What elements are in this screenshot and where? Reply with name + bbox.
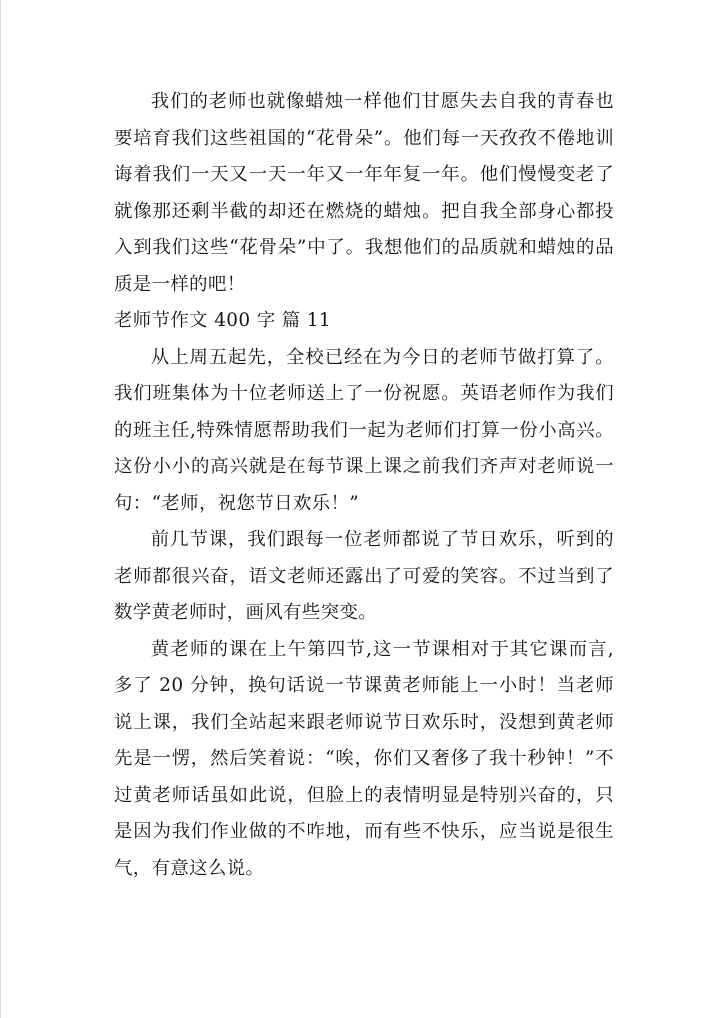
document-body <box>114 84 614 887</box>
paragraph-math-teacher: 黄老师的课在上午第四节,这一节课相对于其它课而言,多了 20 分钟，换句话说一节课黄老师能上一小时！当老师说上课，我们全站起来跟老师说节日欢乐时，没想到黄老师先是一愣，然后笑着说：“唉，你们又奢侈了我十秒钟！”不过黄老师话虽如此说，但脸上的表情明显是特别兴奋的，只是因为我们作业做的不咋地，而有些不快乐，应当说是很生气，有意这么说。 <box>114 638 614 879</box>
paragraph-candle-teachers: 我们的老师也就像蜡烛一样他们甘愿失去自我的青春也要培育我们这些祖国的“花骨朵”。他们每一天孜孜不倦地训诲着我们一天又一天一年又一年年复一年。他们慢慢变老了就像那还剩半截的却还在燃烧的蜡烛。把自我全部身心都投入到我们这些“花骨朵”中了。我想他们的品质就和蜡烛的品质是一样的吧！ <box>114 91 614 295</box>
paragraph-teachers-day-plan: 从上周五起先，全校已经在为今日的老师节做打算了。我们班集体为十位老师送上了一份祝愿。英语老师作为我们的班主任,特殊情愿帮助我们一起为老师们打算一份小高兴。这份小小的高兴就是在每节课上课之前我们齐声对老师说一句：“老师，祝您节日欢乐！” <box>114 346 614 514</box>
essay-section-heading: 老师节作文 400 字 篇 11 <box>114 310 332 331</box>
paragraph-first-classes: 前几节课，我们跟每一位老师都说了节日欢乐，听到的老师都很兴奋，语文老师还露出了可爱的笑容。不过当到了数学黄老师时，画风有些突变。 <box>114 529 614 623</box>
